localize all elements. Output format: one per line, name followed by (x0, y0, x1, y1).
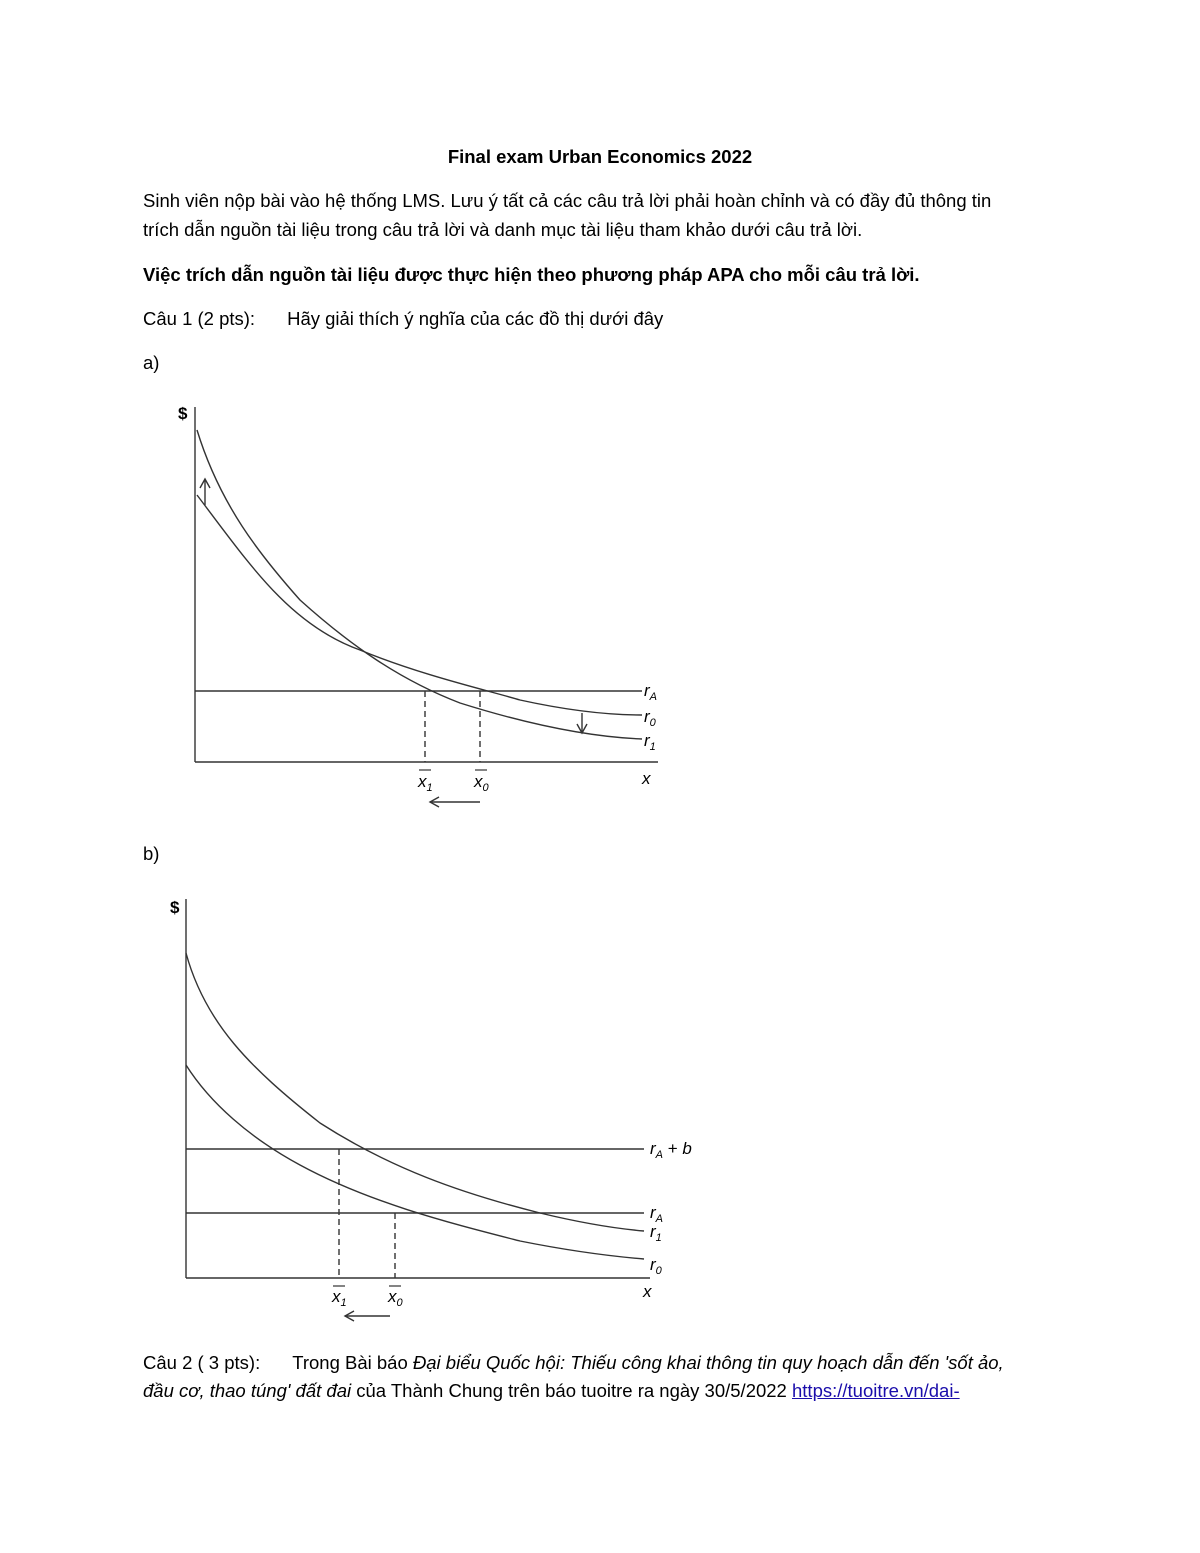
document-title: Final exam Urban Economics 2022 (447, 146, 753, 167)
graph-a-series-r0 (197, 495, 642, 715)
graph-a-label-rA: $r_A$ (644, 681, 658, 703)
part-a-label: a) (143, 352, 160, 373)
article-link[interactable]: https://tuoitre.vn/dai- (792, 1380, 960, 1401)
graph-a-label-r1: $r_1$ (644, 731, 656, 753)
graph-b-series-r0 (186, 1065, 644, 1259)
graph-a-ylabel: $ (178, 404, 188, 423)
article-title-part-1: Đại biểu Quốc hội: Thiếu công khai thông tin quy hoạch dẫn đến 'sốt ảo, (412, 1352, 1004, 1373)
question-2-text-post: của Thành Chung trên báo tuoitre ra ngày 30/5/2022 (351, 1380, 792, 1401)
graph-b-series-r1 (186, 953, 644, 1231)
graph-b-tick-x0: $x_0$ (388, 1287, 403, 1309)
graph-a-tick-x0: $x_0$ (474, 772, 489, 794)
graph-a-series-r1 (197, 430, 642, 739)
apa-note: Việc trích dẫn nguồn tài liệu được thực hiện theo phương pháp APA cho mỗi câu trả lời. (143, 264, 920, 285)
article-title-part-2: đầu cơ, thao túng' đất đai (143, 1380, 352, 1401)
graph-b (160, 893, 700, 1333)
question-1 (143, 308, 663, 330)
part-b-label: b) (143, 843, 160, 864)
intro-line-1: Sinh viên nộp bài vào hệ thống LMS. Lưu ý tất cả các câu trả lời phải hoàn chỉnh và có đầy đủ thông tin (143, 190, 992, 211)
graph-b-label-r1: $r_1$ (650, 1222, 662, 1244)
question-2-text-pre: Trong Bài báo (292, 1352, 413, 1373)
graph-b-label-rA: $r_A$ (650, 1203, 664, 1225)
graph-b-label-rA-plus-b: $r_A + b$ (650, 1139, 692, 1161)
graph-b-label-r0: $r_0$ (650, 1255, 662, 1277)
graph-b-xlabel: x (643, 1282, 652, 1301)
graph-a-label-r0: $r_0$ (644, 707, 656, 729)
question-1-text: Hãy giải thích ý nghĩa của các đồ thị dưới đây (287, 308, 664, 329)
graph-a-xlabel: x (642, 769, 651, 788)
graph-b-tick-x1: $x_1$ (332, 1287, 347, 1309)
question-2-line-2 (143, 1380, 960, 1402)
question-1-label: Câu 1 (2 pts): (143, 308, 256, 329)
graph-b-ylabel: $ (170, 898, 180, 917)
intro-line-2: trích dẫn nguồn tài liệu trong câu trả lời và danh mục tài liệu tham khảo dưới câu trả lời. (143, 219, 863, 240)
graph-a-tick-x1: $x_1$ (418, 772, 433, 794)
question-2-line-1 (143, 1352, 1004, 1374)
question-2-label: Câu 2 ( 3 pts): (143, 1352, 261, 1373)
graph-a (160, 395, 680, 825)
